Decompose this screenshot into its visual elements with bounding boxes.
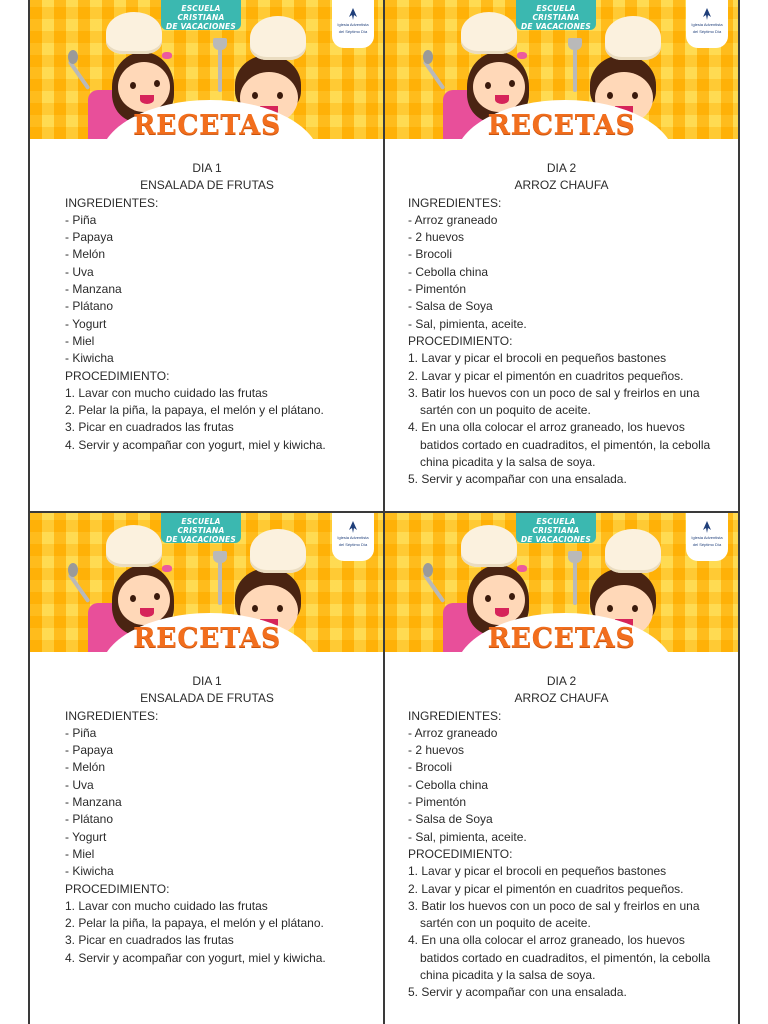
recetas-title: RECETAS — [487, 110, 636, 139]
logo-line1: Iglesia Adventista — [337, 535, 369, 540]
school-label-line2: DE VACACIONES — [521, 535, 591, 544]
procedure-heading: PROCEDIMIENTO: — [408, 333, 513, 348]
recipe-content — [30, 652, 384, 967]
ingredients-list — [408, 725, 738, 846]
ingredient-item: - Uva — [65, 777, 94, 792]
procedure-step: 3. Picar en cuadrados las frutas — [65, 420, 234, 435]
school-label-line2: DE VACACIONES — [166, 22, 236, 31]
school-label-line1: ESCUELA CRISTIANA — [532, 517, 580, 535]
procedure-step: 5. Servir y acompañar con una ensalada. — [408, 472, 627, 487]
recipe-content — [385, 139, 738, 489]
ingredient-item: - Arroz graneado — [408, 212, 498, 227]
recipe-card-4 — [383, 511, 740, 1024]
ingredient-item: - Cebolla china — [408, 777, 489, 792]
recipe-dish-name: ENSALADA DE FRUTAS — [140, 691, 274, 706]
ingredient-item: - Brocoli — [408, 247, 453, 262]
school-label — [516, 0, 596, 30]
recipe-day: DIA 1 — [192, 674, 222, 688]
school-label — [161, 513, 241, 543]
procedure-step: 2. Lavar y picar el pimentón en cuadritos pequeños. — [408, 881, 684, 896]
ingredient-item: - Plátano — [65, 812, 114, 827]
ingredient-item: - Sal, pimienta, aceite. — [408, 829, 527, 844]
church-logo — [332, 513, 374, 561]
church-flame-icon — [701, 521, 713, 533]
procedure-steps — [65, 385, 384, 454]
ingredient-item: - 2 huevos — [408, 230, 465, 245]
ingredient-item: - Arroz graneado — [408, 725, 498, 740]
procedure-step: 3. Batir los huevos con un poco de sal y freirlos en una sartén con un poquito de aceite. — [408, 385, 700, 418]
ingredients-list — [65, 725, 384, 881]
ingredient-item: - Brocoli — [408, 760, 453, 775]
ingredient-item: - Cebolla china — [408, 264, 489, 279]
ingredient-item: - Miel — [65, 333, 95, 348]
recipe-content — [385, 652, 738, 1002]
church-flame-icon — [701, 8, 713, 20]
recipe-card-3 — [28, 511, 384, 1024]
procedure-step: 5. Servir y acompañar con una ensalada. — [408, 985, 627, 1000]
ingredients-heading: INGREDIENTES: — [408, 195, 502, 210]
procedure-steps — [65, 898, 384, 967]
logo-line2: del Séptimo Día — [338, 542, 368, 547]
logo-line2: del Séptimo Día — [338, 29, 368, 34]
procedure-step: 1. Lavar con mucho cuidado las frutas — [65, 898, 268, 913]
school-label-line2: DE VACACIONES — [166, 535, 236, 544]
recipe-card-1 — [28, 0, 384, 512]
church-logo — [686, 513, 728, 561]
school-label-line2: DE VACACIONES — [521, 22, 591, 31]
recipe-banner — [30, 0, 384, 139]
ingredient-item: - Sal, pimienta, aceite. — [408, 316, 527, 331]
recipe-dish-name: ARROZ CHAUFA — [514, 691, 609, 706]
ingredient-item: - Yogurt — [65, 316, 107, 331]
ingredient-item: - Salsa de Soya — [408, 812, 493, 827]
ingredient-item: - Pimentón — [408, 282, 467, 297]
church-logo — [686, 0, 728, 48]
ingredient-item: - Pimentón — [408, 795, 467, 810]
procedure-step: 3. Picar en cuadrados las frutas — [65, 933, 234, 948]
ingredient-item: - Salsa de Soya — [408, 299, 493, 314]
procedure-step: 1. Lavar y picar el brocoli en pequeños bastones — [408, 351, 667, 366]
church-flame-icon — [347, 8, 359, 20]
recipe-day: DIA 2 — [546, 674, 577, 688]
recipe-banner — [30, 513, 384, 652]
ingredient-item: - Manzana — [65, 282, 122, 297]
ingredients-list — [408, 212, 738, 333]
logo-line1: Iglesia Adventista — [337, 22, 369, 27]
logo-line2: del Séptimo Día — [692, 29, 722, 34]
ingredient-item: - Melón — [65, 760, 106, 775]
procedure-step: 2. Lavar y picar el pimentón en cuadritos pequeños. — [408, 368, 684, 383]
recipe-dish-name: ENSALADA DE FRUTAS — [140, 178, 274, 193]
school-label — [516, 513, 596, 543]
recetas-title: RECETAS — [133, 110, 281, 139]
procedure-step: 3. Batir los huevos con un poco de sal y freirlos en una sartén con un poquito de aceite. — [408, 898, 700, 931]
recipe-card-2 — [383, 0, 740, 512]
procedure-steps — [408, 350, 738, 488]
ingredient-item: - Yogurt — [65, 829, 107, 844]
procedure-steps — [408, 863, 738, 1001]
logo-line1: Iglesia Adventista — [691, 535, 723, 540]
ingredient-item: - Uva — [65, 264, 94, 279]
ingredient-item: - Piña — [65, 725, 97, 740]
ingredient-item: - Kiwicha — [65, 351, 114, 366]
logo-line1: Iglesia Adventista — [691, 22, 723, 27]
recipe-sheet — [28, 0, 740, 1024]
recipe-day: DIA 2 — [546, 161, 577, 175]
ingredients-heading: INGREDIENTES: — [408, 708, 502, 723]
recipe-banner — [385, 0, 738, 139]
ingredient-item: - Melón — [65, 247, 106, 262]
procedure-step: 1. Lavar con mucho cuidado las frutas — [65, 385, 268, 400]
procedure-step: 4. En una olla colocar el arroz graneado, los huevos batidos cortado en cuadraditos, el pimentón, la cebolla china picadita y la salsa de soya. — [408, 420, 711, 470]
ingredient-item: - Miel — [65, 846, 95, 861]
ingredients-heading: INGREDIENTES: — [65, 708, 159, 723]
ingredients-heading: INGREDIENTES: — [65, 195, 159, 210]
recetas-title: RECETAS — [133, 623, 281, 652]
procedure-step: 1. Lavar y picar el brocoli en pequeños bastones — [408, 864, 667, 879]
procedure-step: 2. Pelar la piña, la papaya, el melón y el plátano. — [65, 916, 324, 931]
church-flame-icon — [347, 521, 359, 533]
ingredient-item: - Papaya — [65, 230, 114, 245]
procedure-heading: PROCEDIMIENTO: — [65, 368, 170, 383]
procedure-step: 4. Servir y acompañar con yogurt, miel y kiwicha. — [65, 950, 326, 965]
procedure-step: 4. En una olla colocar el arroz graneado, los huevos batidos cortado en cuadraditos, el pimentón, la cebolla china picadita y la salsa de soya. — [408, 933, 711, 983]
recetas-title: RECETAS — [487, 623, 636, 652]
ingredient-item: - Plátano — [65, 299, 114, 314]
procedure-heading: PROCEDIMIENTO: — [408, 846, 513, 861]
ingredient-item: - 2 huevos — [408, 743, 465, 758]
school-label — [161, 0, 241, 30]
procedure-heading: PROCEDIMIENTO: — [65, 881, 170, 896]
ingredient-item: - Manzana — [65, 795, 122, 810]
school-label-line1: ESCUELA CRISTIANA — [532, 4, 580, 22]
procedure-step: 4. Servir y acompañar con yogurt, miel y kiwicha. — [65, 437, 326, 452]
ingredients-list — [65, 212, 384, 368]
ingredient-item: - Papaya — [65, 743, 114, 758]
logo-line2: del Séptimo Día — [692, 542, 722, 547]
church-logo — [332, 0, 374, 48]
recipe-dish-name: ARROZ CHAUFA — [514, 178, 609, 193]
school-label-line1: ESCUELA CRISTIANA — [177, 517, 225, 535]
ingredient-item: - Piña — [65, 212, 97, 227]
ingredient-item: - Kiwicha — [65, 864, 114, 879]
recipe-day: DIA 1 — [192, 161, 222, 175]
recipe-banner — [385, 513, 738, 652]
school-label-line1: ESCUELA CRISTIANA — [177, 4, 225, 22]
procedure-step: 2. Pelar la piña, la papaya, el melón y el plátano. — [65, 403, 324, 418]
recipe-content — [30, 139, 384, 454]
